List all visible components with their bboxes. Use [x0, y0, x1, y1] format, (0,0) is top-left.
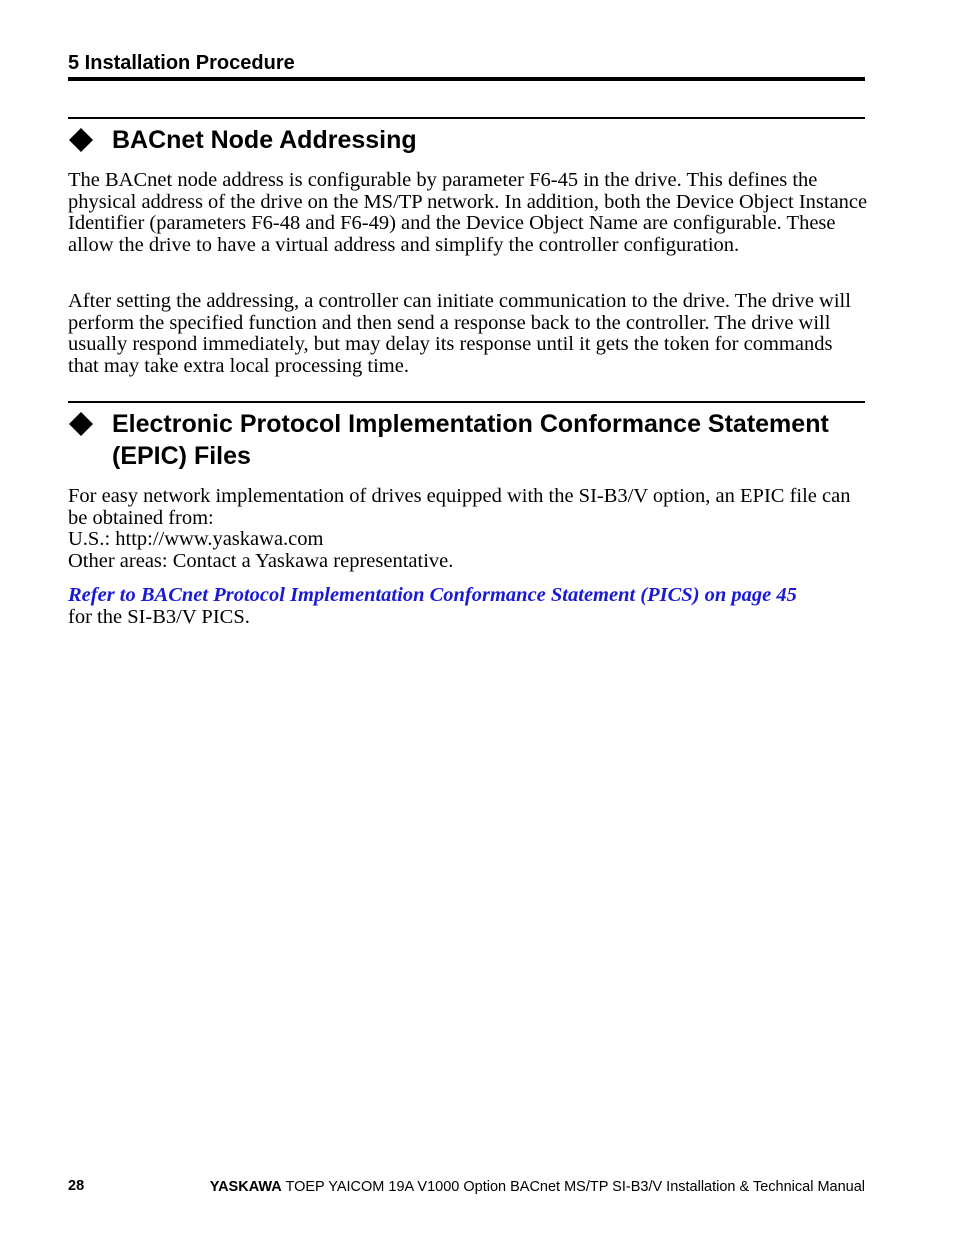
- epic-info-block: [68, 486, 868, 573]
- chapter-header: 5 Installation Procedure: [68, 52, 295, 74]
- pics-reference-link[interactable]: Refer to BACnet Protocol Implementation Conformance Statement (PICS) on page 45: [68, 584, 797, 606]
- footer-manual-title: [210, 1179, 865, 1195]
- paragraph-node-address: The BACnet node address is configurable by parameter F6-45 in the drive. This defines the physical address of the drive on the MS/TP network. In addition, both the Device Object Instance Identifier (parameters F6-48 and F6-49) and the Device Object Name are configurable. These allow the drive to have a virtual address and simplify the controller configuration.: [68, 169, 868, 257]
- section-heading-epic-files: [68, 408, 868, 472]
- epic-other-areas-line: Other areas: Contact a Yaskawa representative.: [68, 550, 454, 573]
- page-number: 28: [68, 1178, 85, 1194]
- epic-intro-text: For easy network implementation of drives equipped with the SI-B3/V option, an EPIC file can be obtained from:: [68, 485, 851, 529]
- paragraph-addressing-communication: After setting the addressing, a controller can initiate communication to the drive. The drive will perform the specified function and then send a response back to the controller. The drive will usually respond immediately, but may delay its response until it gets the token for commands that may take extra local processing time.: [68, 290, 851, 378]
- section-title: BACnet Node Addressing: [112, 126, 417, 154]
- footer-title-text: TOEP YAICOM 19A V1000 Option BACnet MS/TP SI-B3/V Installation & Technical Manual: [285, 1179, 865, 1195]
- section-rule-1: [68, 117, 865, 119]
- chapter-rule: [68, 77, 865, 81]
- section-heading-bacnet-node-addressing: [68, 124, 868, 156]
- section-rule-2: [68, 401, 865, 403]
- section-title-line-1: Electronic Protocol Implementation Conformance Statement: [112, 410, 829, 438]
- epic-us-url-line: U.S.: http://www.yaskawa.com: [68, 528, 324, 551]
- pics-reference-tail: for the SI-B3/V PICS.: [68, 605, 250, 628]
- pics-reference-paragraph: [68, 585, 868, 628]
- diamond-bullet-icon: [68, 127, 94, 153]
- footer-brand: YASKAWA: [209, 1179, 282, 1195]
- diamond-bullet-icon: [68, 411, 94, 437]
- section-title-line-2: (EPIC) Files: [112, 442, 251, 470]
